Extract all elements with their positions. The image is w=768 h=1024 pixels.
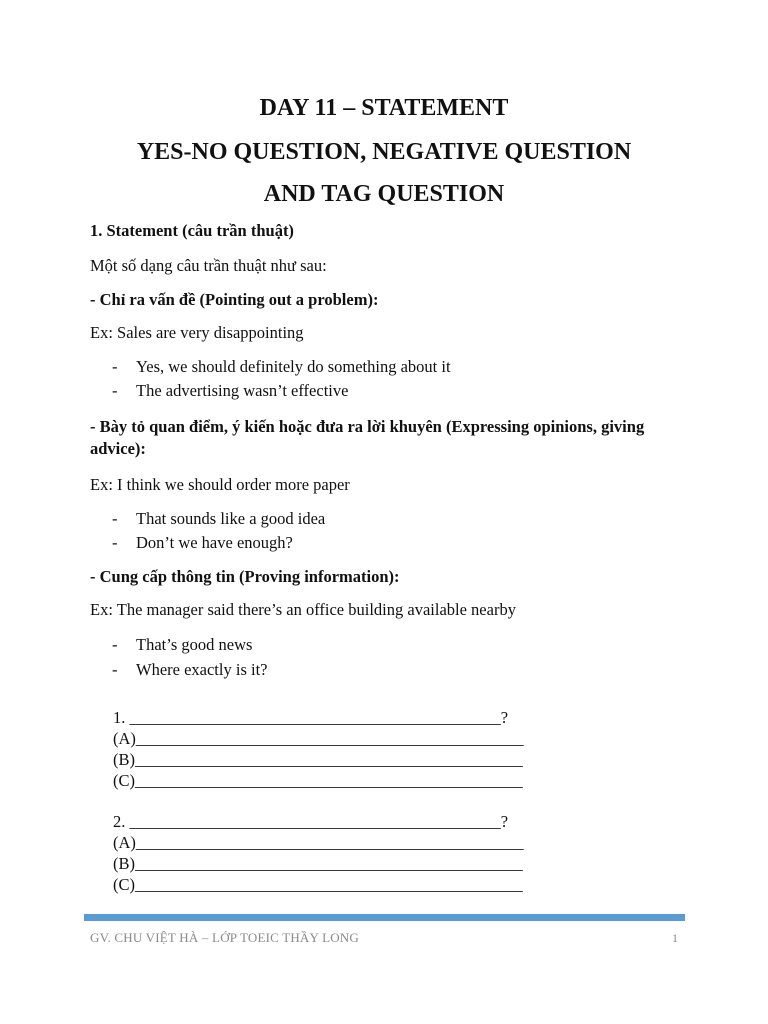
response-text: The advertising wasn’t effective [136, 381, 349, 400]
block-heading: - Cung cấp thông tin (Proving information): [90, 567, 400, 586]
response-text: That’s good news [136, 635, 253, 654]
exercise-option-blank: (C)_______________________________________________ [113, 771, 523, 790]
response-item [112, 532, 293, 554]
exercise-question-blank: 2. _____________________________________________? [113, 812, 509, 831]
bullet-dash: - [112, 533, 118, 552]
bullet-dash: - [112, 660, 118, 679]
response-text: That sounds like a good idea [136, 509, 326, 528]
bullet-dash: - [112, 381, 118, 400]
exercise-option-blank: (C)_______________________________________________ [113, 875, 523, 894]
exercise-option-blank: (B)_______________________________________________ [113, 854, 523, 873]
section-intro: Một số dạng câu trần thuật như sau: [90, 256, 327, 275]
title-line-2: YES-NO QUESTION, NEGATIVE QUESTION [136, 139, 632, 165]
example-sentence: Ex: The manager said there’s an office building available nearby [90, 600, 516, 619]
response-text: Where exactly is it? [136, 660, 268, 679]
exercise-question-blank: 1. _____________________________________________? [113, 708, 509, 727]
bullet-dash: - [112, 509, 118, 528]
block-heading: - Bày tỏ quan điểm, ý kiến hoặc đưa ra lời khuyên (Expressing opinions, giving advice): [90, 417, 645, 458]
exercise-option-blank: (A)_______________________________________________ [113, 833, 524, 852]
example-sentence: Ex: I think we should order more paper [90, 475, 350, 494]
response-text: Yes, we should definitely do something about it [136, 357, 451, 376]
response-item [112, 380, 348, 402]
exercise-option-blank: (A)_______________________________________________ [113, 729, 524, 748]
block-heading: - Chỉ ra vấn đề (Pointing out a problem): [90, 290, 379, 309]
response-item [112, 634, 252, 656]
page-number: 1 [672, 931, 678, 945]
footer-author: GV. CHU VIỆT HÀ – LỚP TOEIC THẦY LONG [90, 930, 359, 945]
example-sentence: Ex: Sales are very disappointing [90, 323, 304, 342]
title-line-1: DAY 11 – STATEMENT [259, 95, 509, 121]
title-line-3: AND TAG QUESTION [263, 181, 505, 207]
bullet-dash: - [112, 357, 118, 376]
footer-divider [84, 914, 685, 921]
bullet-dash: - [112, 635, 118, 654]
response-text: Don’t we have enough? [136, 533, 293, 552]
exercise-option-blank: (B)_______________________________________________ [113, 750, 523, 769]
response-item [112, 356, 451, 378]
section-heading: 1. Statement (câu trần thuật) [90, 221, 294, 240]
response-item [112, 659, 267, 681]
response-item [112, 508, 325, 530]
